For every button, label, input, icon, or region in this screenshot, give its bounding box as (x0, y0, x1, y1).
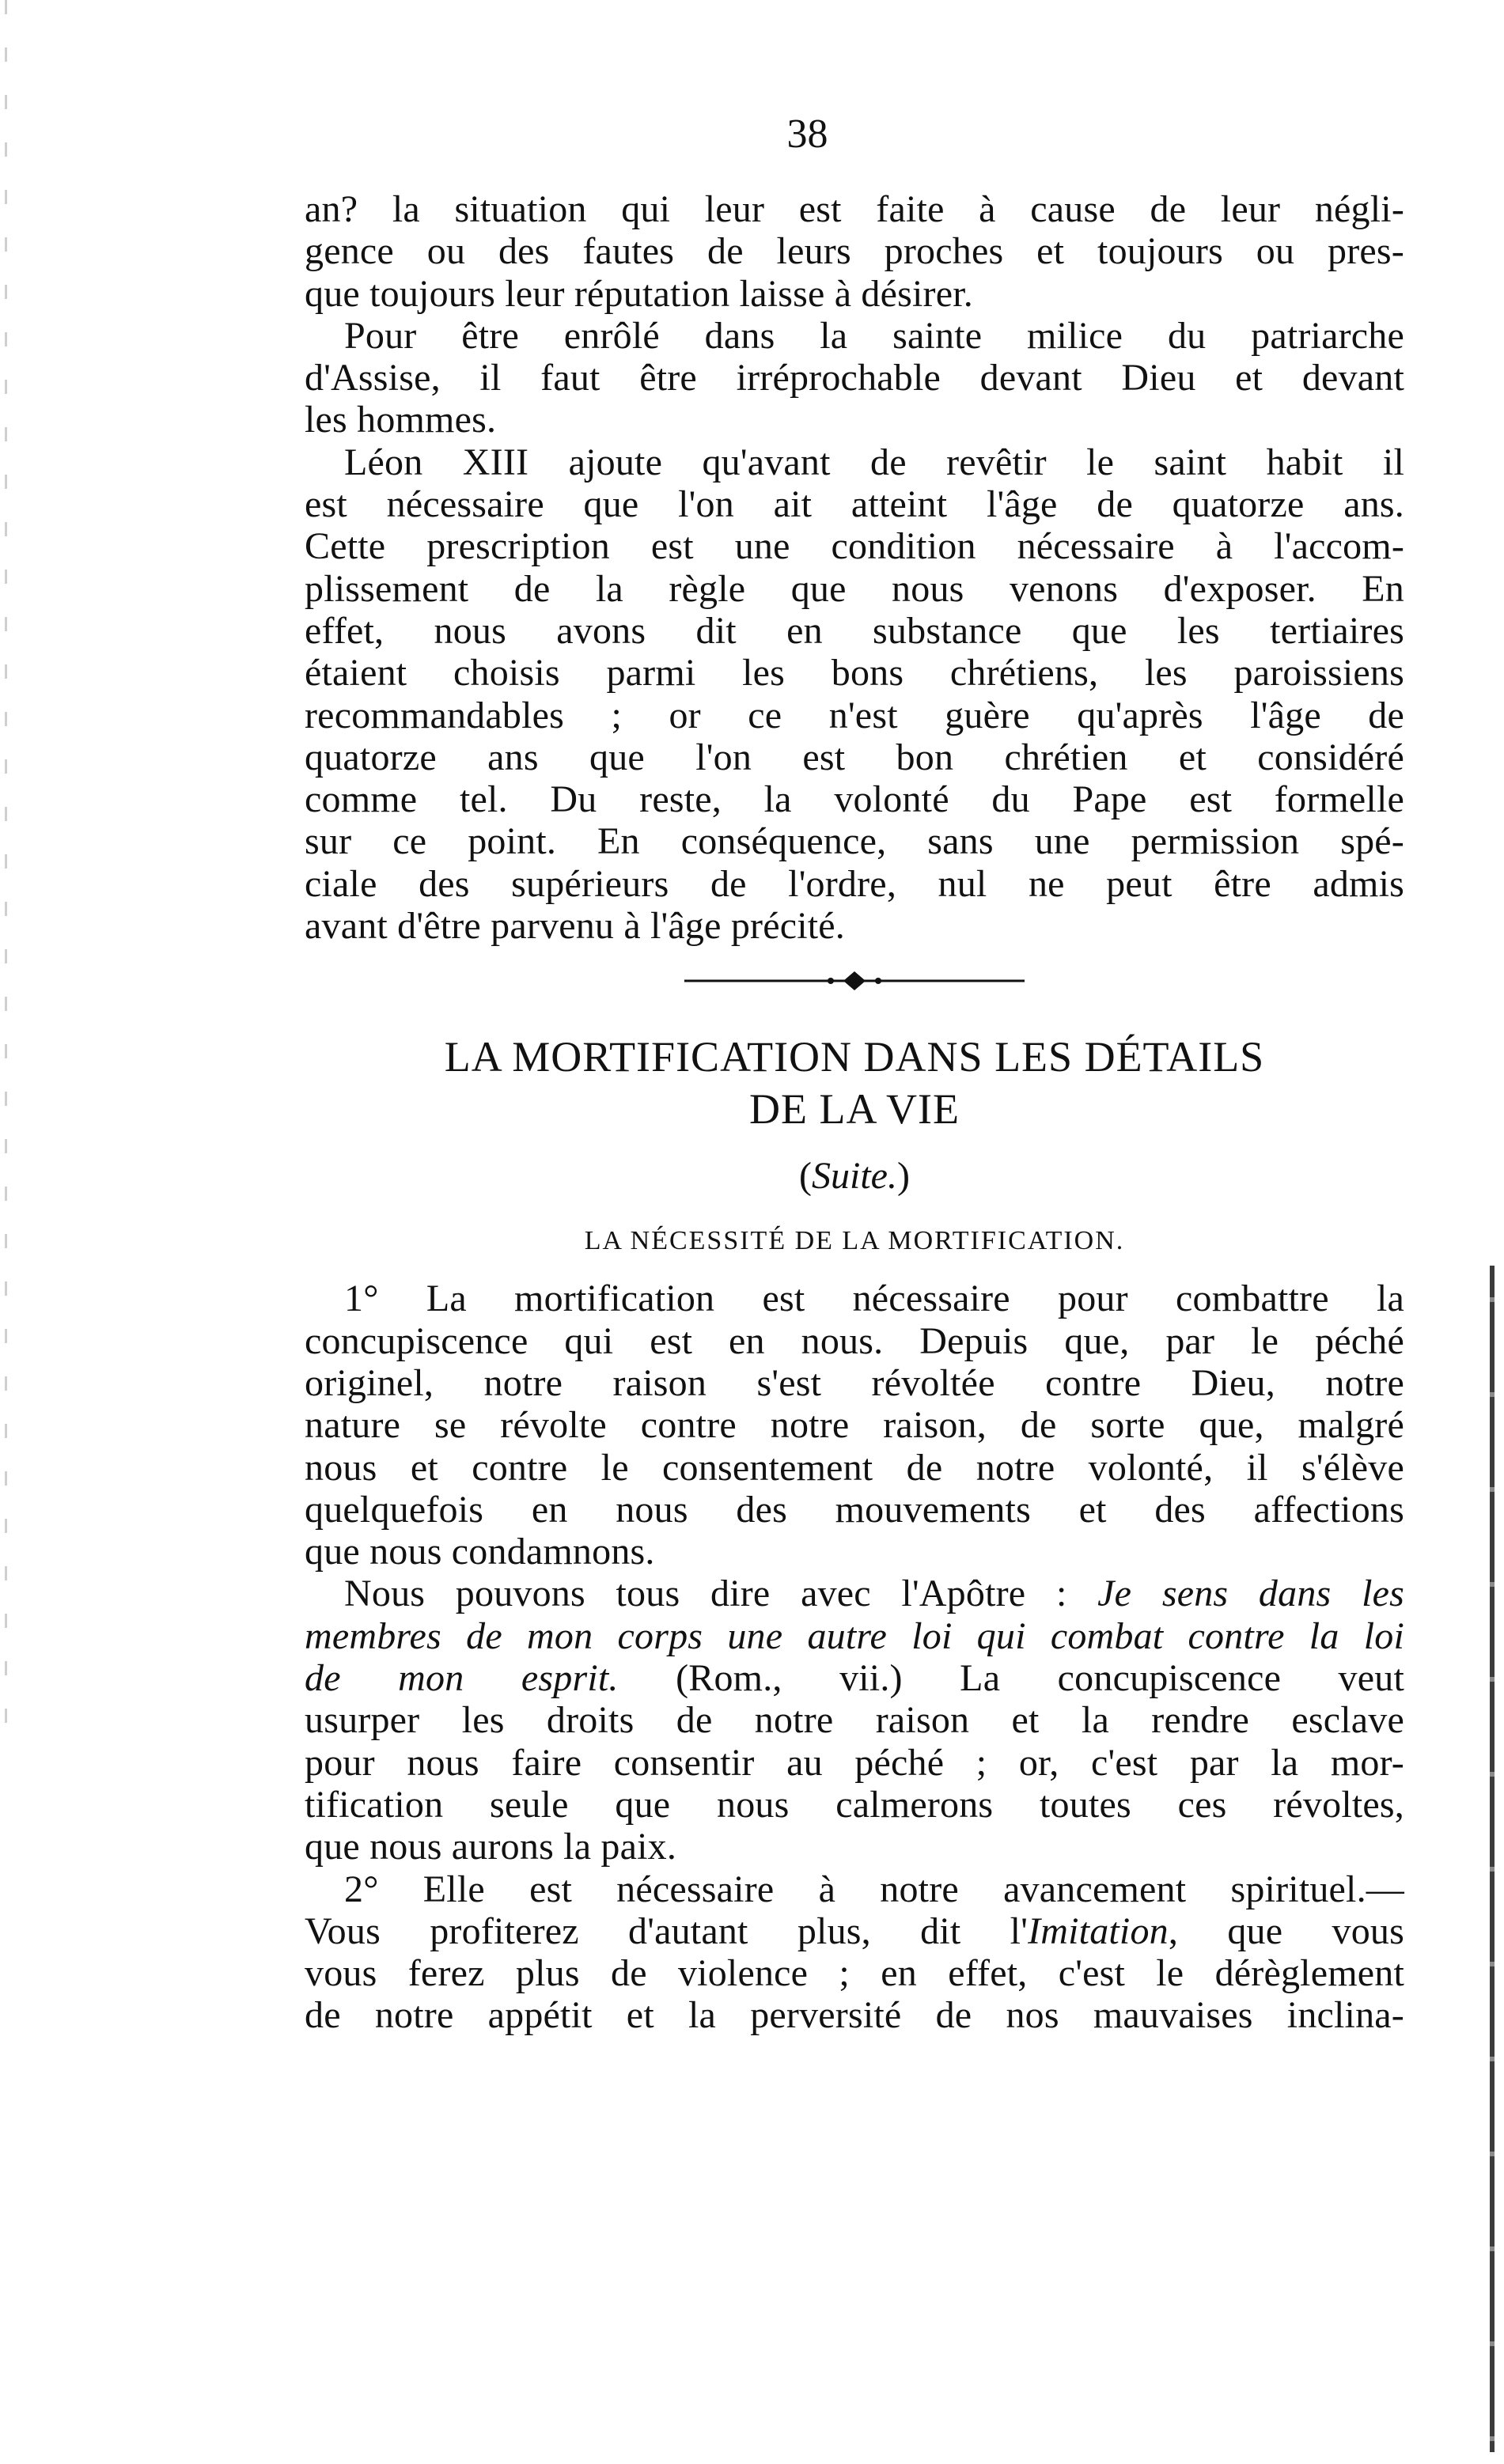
text-line: vous ferez plus de violence ; en effet, c'est le dérèglement (305, 1952, 1404, 1995)
text-line: Cette prescription est une condition nécessaire à l'accom- (305, 525, 1404, 568)
text-line: nous et contre le consentement de notre volonté, il s'élève (305, 1446, 1404, 1489)
text-run: (Rom., vii.) La concupiscence veut (618, 1657, 1404, 1700)
text-line: concupiscence qui est en nous. Depuis que, par le péché (305, 1319, 1404, 1362)
text-column (305, 188, 1404, 2037)
book-title: Imitation (1028, 1910, 1169, 1952)
text-line: d'Assise, il faut être irréprochable devant Dieu et devant (305, 357, 1404, 399)
text-line: originel, notre raison s'est révoltée contre Dieu, notre (305, 1361, 1404, 1404)
text-line: les hommes. (305, 399, 497, 441)
text-line: tification seule que nous calmerons toutes ces révoltes, (305, 1783, 1404, 1826)
chapter-title-line-2: DE LA VIE (749, 1085, 960, 1134)
suite-label-text: Suite. (812, 1155, 897, 1198)
text-line: comme tel. Du reste, la volonté du Pape est formelle (305, 778, 1404, 821)
text-line: effet, nous avons dit en substance que les tertiaires (305, 609, 1404, 652)
paragraph-4 (305, 1868, 1404, 2037)
paragraph-3 (305, 1573, 1404, 1868)
text-line: de notre appétit et la perversité de nos mauvaises inclina- (305, 1994, 1404, 2037)
text-line: an? la situation qui leur est faite à cause de leur négli- (305, 188, 1404, 230)
text-line (305, 1657, 1404, 1699)
text-line: que nous aurons la paix. (305, 1826, 677, 1868)
text-line: ciale des supérieurs de l'ordre, nul ne peut être admis (305, 862, 1404, 905)
text-line: étaient choisis parmi les bons chrétiens, les paroissiens (305, 652, 1404, 695)
text-line: recommandables ; or ce n'est guère qu'après l'âge de (305, 694, 1404, 736)
text-line: pour nous faire consentir au péché ; or, c'est par la mor- (305, 1741, 1404, 1784)
divider-ornament-icon (684, 969, 1025, 993)
quote-text: Je sens dans les (1097, 1573, 1404, 1615)
text-line: quatorze ans que l'on est bon chrétien et considéré (305, 736, 1404, 778)
suite-label: (Suite.) (799, 1155, 910, 1198)
text-line: Pour être enrôlé dans la sainte milice du patriarche (344, 314, 1404, 357)
page-number: 38 (786, 112, 828, 157)
quote-text: de mon esprit. (305, 1657, 619, 1700)
scan-edge-right (1490, 1266, 1495, 2452)
text-line: nature se révolte contre notre raison, de sorte que, malgré (305, 1404, 1404, 1447)
text-line: est nécessaire que l'on ait atteint l'âge de quatorze ans. (305, 483, 1404, 526)
text-line: que toujours leur réputation laisse à désirer. (305, 272, 973, 315)
text-line: Léon XIII ajoute qu'avant de revêtir le saint habit il (344, 441, 1404, 483)
text-run: Nous pouvons tous dire avec l'Apôtre : (344, 1573, 1098, 1615)
paragraph-2 (305, 1277, 1404, 1573)
quote-text: membres de mon corps une autre loi qui combat contre la loi (305, 1614, 1404, 1657)
text-run: , que vous (1168, 1910, 1405, 1952)
text-line: gence ou des fautes de leurs proches et toujours ou pres- (305, 230, 1404, 273)
text-line (305, 1910, 1404, 1952)
text-line (305, 1573, 1404, 1614)
text-line: 1° La mortification est nécessaire pour combattre la (344, 1277, 1404, 1320)
chapter-title-line-1: LA MORTIFICATION DANS LES DÉTAILS (444, 1033, 1265, 1081)
paragraph-1 (305, 188, 1404, 947)
text-line: 2° Elle est nécessaire à notre avancement spirituel.— (344, 1868, 1404, 1910)
section-subheading: LA NÉCESSITÉ DE LA MORTIFICATION. (584, 1226, 1125, 1256)
text-line: plissement de la règle que nous venons d'exposer. En (305, 567, 1404, 610)
text-line: usurper les droits de notre raison et la rendre esclave (305, 1699, 1404, 1742)
text-line: avant d'être parvenu à l'âge précité. (305, 905, 845, 948)
section-divider (305, 961, 1404, 1009)
text-line: sur ce point. En conséquence, sans une permission spé- (305, 820, 1404, 863)
scan-edge-left (5, 0, 7, 1740)
text-line: que nous condamnons. (305, 1531, 655, 1573)
text-line: quelquefois en nous des mouvements et des affections (305, 1488, 1404, 1531)
text-run: Vous profiterez d'autant plus, dit l' (305, 1910, 1029, 1952)
